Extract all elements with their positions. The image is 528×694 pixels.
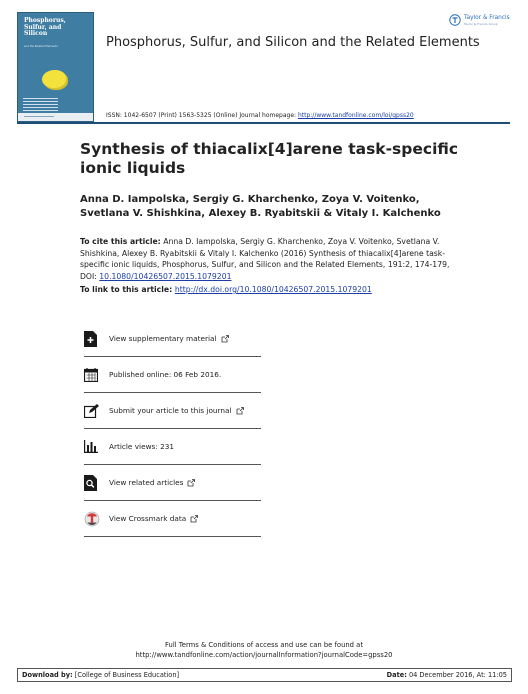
- download-date-value: 04 December 2016, At: 11:05: [406, 671, 507, 679]
- download-date-label: Date:: [386, 671, 407, 679]
- bar-chart-icon: [84, 440, 109, 453]
- publisher-logo: [449, 14, 510, 26]
- issn-line: [106, 112, 414, 119]
- external-link-icon: [236, 407, 244, 415]
- publisher-group: Taylor & Francis Group: [464, 21, 498, 26]
- cover-title-line: Silicon: [24, 30, 48, 37]
- article-actions: [84, 321, 261, 537]
- supplementary-material-label: View supplementary material: [109, 334, 217, 343]
- download-by-value: [College of Business Education]: [72, 671, 180, 679]
- document-plus-icon: [84, 331, 109, 347]
- cover-subtitle: and the Related Elements: [24, 45, 58, 48]
- citation-block: [80, 236, 460, 282]
- submit-article-item[interactable]: [84, 393, 261, 429]
- article-doi-link[interactable]: http://dx.doi.org/10.1080/10426507.2015.1079201: [174, 285, 372, 294]
- article-authors: Anna D. Iampolska, Sergiy G. Kharchenko, Zoya V. Voitenko, Svetlana V. Shishkina, Alexey B. Ryabitskii & Vitaly I. Kalchenko: [80, 194, 441, 219]
- terms-url[interactable]: http://www.tandfonline.com/action/journalInformation?journalCode=gpss20: [135, 651, 393, 659]
- cover-footer-bar: [18, 113, 93, 121]
- published-online-label: Published online: 06 Feb 2016.: [109, 370, 222, 379]
- journal-cover-thumbnail: [17, 12, 94, 122]
- published-online-item: [84, 357, 261, 393]
- cover-journal-title: [24, 18, 86, 38]
- cover-molecule-image: [42, 70, 66, 88]
- citation-text: Anna D. Iampolska, Sergiy G. Kharchenko, Zoya V. Voitenko, Svetlana V. Shishkina, Alexey B. Ryabitskii & Vitaly I. Kalchenko (2016) Synthesis of thiacalix[4]arene task-specific ionic liquids, Phosphorus, Sulfur, and Silicon and the Related Elements, 191:2, 174-179, DOI:: [80, 237, 450, 281]
- edit-icon: [84, 404, 109, 418]
- header-divider: [17, 122, 510, 124]
- journal-homepage-link[interactable]: http://www.tandfonline.com/loi/gpss20: [297, 112, 414, 119]
- terms-notice: [0, 640, 528, 660]
- external-link-icon: [221, 335, 229, 343]
- related-articles-label: View related articles: [109, 478, 184, 487]
- external-link-icon: [187, 479, 195, 487]
- issn-text: ISSN: 1042-6507 (Print) 1563-5325 (Online) Journal homepage:: [106, 112, 298, 119]
- publisher-logo-icon: [449, 14, 461, 26]
- publisher-name: Taylor & Francis: [464, 14, 510, 21]
- crossmark-data-item[interactable]: [84, 501, 261, 537]
- citation-label: To cite this article:: [80, 237, 161, 246]
- download-info-bar: [17, 668, 512, 682]
- article-views-label: Article views: 231: [109, 442, 175, 451]
- journal-title: Phosphorus, Sulfur, and Silicon and the Related Elements: [106, 35, 480, 50]
- cover-title-line: Sulfur, and: [24, 23, 62, 31]
- download-date: [387, 671, 507, 679]
- citation-doi-link[interactable]: 10.1080/10426507.2015.1079201: [99, 271, 232, 281]
- crossmark-icon: [84, 511, 109, 527]
- article-link-label: To link to this article:: [80, 285, 175, 294]
- supplementary-material-item[interactable]: [84, 321, 261, 357]
- article-link-block: [80, 285, 460, 294]
- cover-title-line: Phosphorus,: [24, 17, 66, 24]
- crossmark-data-label: View Crossmark data: [109, 514, 187, 523]
- external-link-icon: [190, 515, 198, 523]
- download-by-label: Download by:: [22, 671, 73, 679]
- related-articles-item[interactable]: [84, 465, 261, 501]
- article-views-item: [84, 429, 261, 465]
- submit-article-label: Submit your article to this journal: [109, 406, 232, 415]
- search-document-icon: [84, 475, 109, 491]
- terms-line: Full Terms & Conditions of access and use can be found at: [165, 641, 363, 649]
- calendar-icon: [84, 368, 109, 382]
- download-by: [22, 671, 179, 679]
- article-title: Synthesis of thiacalix[4]arene task-specific ionic liquids: [80, 140, 459, 177]
